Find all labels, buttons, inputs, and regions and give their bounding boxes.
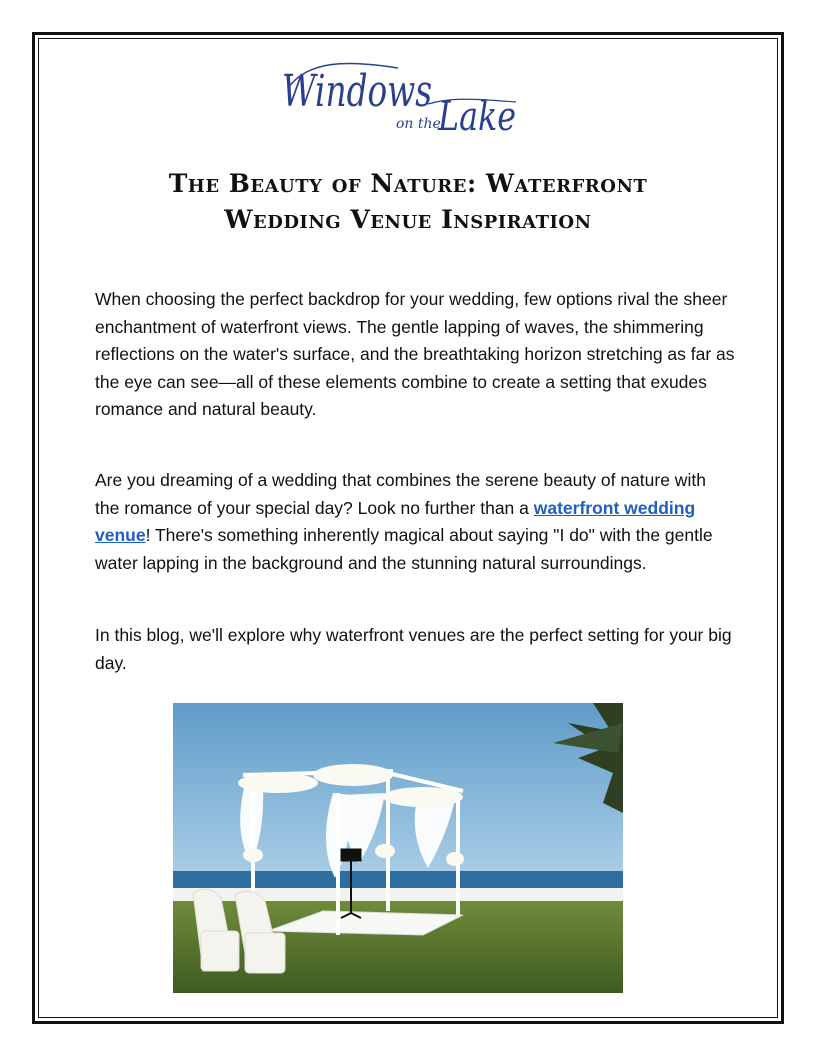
photo-sky	[173, 703, 623, 875]
title-line-1: The Beauty of Nature: Waterfront	[168, 169, 648, 198]
photo-sea	[173, 871, 623, 889]
second-paragraph	[95, 467, 735, 577]
logo-windows: Windows	[282, 66, 432, 117]
waterfront-wedding-venue-link[interactable]: waterfront wedding venue	[95, 497, 696, 545]
wedding-arch-waterfront-photo	[173, 703, 623, 993]
third-paragraph: In this blog, we'll explore why waterfront venues are the perfect setting for your big day.	[95, 625, 732, 673]
second-paragraph-text-before: Are you dreaming of a wedding that combines the serene beauty of nature with the romance of your special day? Look no further than a	[95, 470, 706, 518]
second-paragraph-text-after: ! There's something inherently magical about saying "I do" with the gentle water lapping in the background and the stunning natural surroundings.	[95, 525, 713, 573]
page-title	[80, 166, 736, 238]
intro-paragraph: When choosing the perfect backdrop for your wedding, few options rival the sheer enchantment of waterfront views. The gentle lapping of waves, the shimmering reflections on the water's surface, and the breathtaking horizon stretching as far as the eye can see—all of these elements combine to create a setting that exudes romance and natural beauty.	[95, 289, 735, 419]
windows-on-the-lake-logo	[278, 58, 520, 142]
logo-on-the: on the	[396, 116, 441, 132]
title-line-2: Wedding Venue Inspiration	[224, 205, 592, 234]
logo-lake: Lake	[437, 94, 516, 140]
